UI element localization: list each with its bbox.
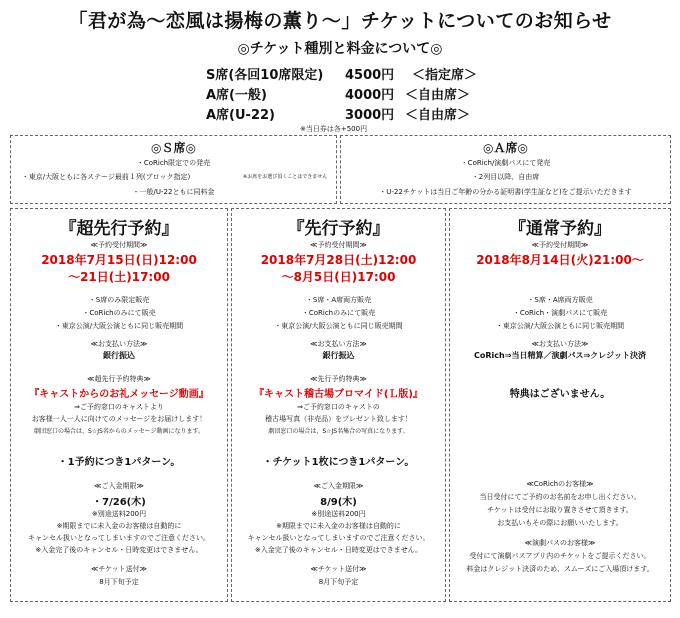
- payment-method: 銀行振込: [322, 351, 355, 360]
- deposit-date: 8/9(木): [320, 497, 357, 508]
- info-line: ・東京公演/大阪公演ともに同じ販売期間: [495, 322, 625, 330]
- seat-type: ＜指定席＞: [412, 68, 478, 83]
- ship-schedule: 8月下旬予定: [99, 578, 139, 586]
- super-advance-title: 『超先行予約』: [59, 219, 179, 239]
- price-kind: S席(各回10席限定): [206, 68, 324, 83]
- regular-title: 『通常予約』: [509, 219, 611, 239]
- payment-method: 銀行振込: [103, 351, 135, 360]
- warning-line: ※入金完了後のキャンセル・日時変更はできません。: [254, 546, 423, 554]
- s-seat-note: ※お席をお選び頂くことはできません: [243, 174, 328, 180]
- price-amount: 4000円: [345, 88, 395, 103]
- pass-label: ≪演劇パスのお客様≫: [524, 539, 596, 547]
- info-line: ・S席・A席両方販売: [305, 296, 372, 304]
- bonus-title: 『キャストからのお礼メッセージ動画』: [29, 389, 209, 400]
- pass-line: 受付にて演劇パスアプリ内のチケットをご提示ください。: [469, 552, 651, 560]
- period-end: 〜8月5日(日)17:00: [281, 270, 396, 284]
- warning-line: ※入金完了後のキャンセル・日時変更はできません。: [35, 546, 203, 554]
- info-line: ・S席・A席両方販売: [527, 296, 593, 304]
- s-seat-line: ・CoRich限定での発売: [136, 159, 211, 167]
- period-start: 2018年7月28日(土)12:00: [260, 253, 417, 267]
- seat-type: ＜自由席＞: [405, 88, 471, 103]
- info-line: ・CoRich・演劇パスにて販売: [512, 309, 608, 317]
- price-amount: 3000円: [345, 108, 395, 123]
- s-seat-line: ・東京/大阪ともに各ステージ最前１列(ブロック指定): [21, 173, 191, 181]
- price-section-heading: ◎チケット種別と料金について◎: [237, 41, 443, 57]
- warning-line: ※期限までに未入金のお客様は自動的に: [276, 522, 401, 530]
- shipping-fee: ※別途送料200円: [311, 510, 366, 518]
- price-kind: A席(U-22): [206, 108, 275, 123]
- pattern-note: ・1予約につき1パターン。: [57, 457, 181, 468]
- ship-label: ≪チケット送付≫: [310, 565, 367, 573]
- deposit-date: ・7/26(木): [92, 497, 146, 508]
- bonus-detail: ⇒ご予約窓口のキャストより: [74, 403, 164, 411]
- seat-type: ＜自由席＞: [405, 108, 471, 123]
- page-title: 「君が為〜恋風は揚梅の薫り〜」チケットについてのお知らせ: [68, 10, 612, 32]
- info-line: ・東京公演/大阪公演ともに同じ販売期間: [54, 322, 184, 330]
- price-row-s: [0, 64, 680, 84]
- ship-schedule: 8月下旬予定: [318, 578, 359, 586]
- bonus-detail: お客様一人一人に向けてのメッセージをお届けします！: [31, 415, 207, 423]
- ship-label: ≪チケット送付≫: [90, 565, 148, 573]
- period-start: 2018年8月14日(火)21:00〜: [476, 253, 644, 267]
- bonus-detail: 劇団窓口の場合は、S☆JS名集合の写真になります。: [268, 428, 409, 435]
- s-seat-box: [10, 135, 337, 204]
- corich-line: お支払いもその際にお願いいたします。: [497, 519, 623, 527]
- bonus-title: 『キャスト稽古場ブロマイド(Ｌ版)』: [254, 389, 423, 400]
- price-kind: A席(一般): [206, 88, 267, 103]
- bonus-detail: 劇団窓口の場合は、S☆JS名からのメッセージ動画になります。: [34, 428, 204, 435]
- a-seat-line: ・CoRich/演劇パスにて発売: [460, 159, 551, 167]
- period-label: ≪予約受付期間≫: [531, 241, 589, 249]
- payment-label: ≪お支払い方法≫: [531, 340, 589, 348]
- advance-title: 『先行予約』: [287, 219, 390, 239]
- s-seat-title: ◎Ｓ席◎: [151, 141, 196, 155]
- a-seat-line: ・U-22チケットは当日ご年齢の分かる証明書(学生証など)をご提示いただきます: [379, 188, 632, 196]
- regular-box: [449, 208, 671, 602]
- deposit-label: ≪ご入金期限≫: [313, 482, 364, 490]
- period-end: 〜21日(土)17:00: [68, 270, 170, 284]
- corich-line: 当日受付にてご予約のお名前をお申し出ください。: [479, 493, 641, 501]
- info-line: ・CoRichのみにて販売: [301, 309, 376, 317]
- warning-line: キャンセル扱いとなってしまいますのでご注意ください。: [28, 534, 210, 542]
- corich-line: チケットは受付にお取り置きさせて頂きます。: [487, 506, 633, 514]
- bonus-label: ≪超先行予約特典≫: [87, 375, 151, 383]
- payment-label: ≪お支払い方法≫: [90, 340, 148, 348]
- payment-label: ≪お支払い方法≫: [310, 340, 367, 348]
- deposit-label: ≪ご入金期限≫: [94, 482, 144, 490]
- info-line: ・S席のみ限定販売: [88, 296, 150, 304]
- bonus-detail: 稽古場写真（非売品）をプレゼント致します！: [265, 415, 412, 423]
- a-seat-title: ◎Ａ席◎: [483, 141, 528, 155]
- bonus-detail: ⇒ご予約窓口のキャストの: [297, 403, 380, 411]
- price-note: ※当日券は各+500円: [300, 125, 368, 133]
- period-label: ≪予約受付期間≫: [310, 241, 367, 249]
- super-advance-box: [10, 208, 228, 602]
- advance-box: [231, 208, 446, 602]
- pass-line: 料金はクレジット決済のため、スムーズにご入場頂けます。: [466, 565, 654, 573]
- price-row-u22: [0, 104, 680, 124]
- warning-line: キャンセル扱いとなってしまいますのでご注意ください。: [247, 534, 430, 542]
- price-row-a: [0, 84, 680, 104]
- payment-method: CoRich⇒当日精算／演劇パス⇒クレジット決済: [474, 351, 646, 360]
- corich-label: ≪CoRichのお客様≫: [526, 480, 594, 488]
- warning-line: ※期限までに未入金のお客様は自動的に: [56, 522, 182, 530]
- price-amount: 4500円: [345, 68, 395, 83]
- s-seat-line: ・一般/U-22ともに同料金: [132, 188, 215, 196]
- no-bonus-note: 特典はございません。: [509, 389, 611, 400]
- period-start: 2018年7月15日(日)12:00: [41, 253, 197, 267]
- info-line: ・東京公演/大阪公演ともに同じ販売期間: [274, 322, 403, 330]
- bonus-label: ≪先行予約特典≫: [310, 375, 367, 383]
- pattern-note: ・チケット1枚につき1パターン。: [262, 457, 415, 468]
- a-seat-line: ・2列目以降、自由席: [471, 173, 540, 181]
- info-line: ・CoRichのみにて販売: [82, 309, 156, 317]
- a-seat-box: [340, 135, 671, 204]
- period-label: ≪予約受付期間≫: [90, 241, 148, 249]
- shipping-fee: ※別途送料200円: [91, 510, 147, 518]
